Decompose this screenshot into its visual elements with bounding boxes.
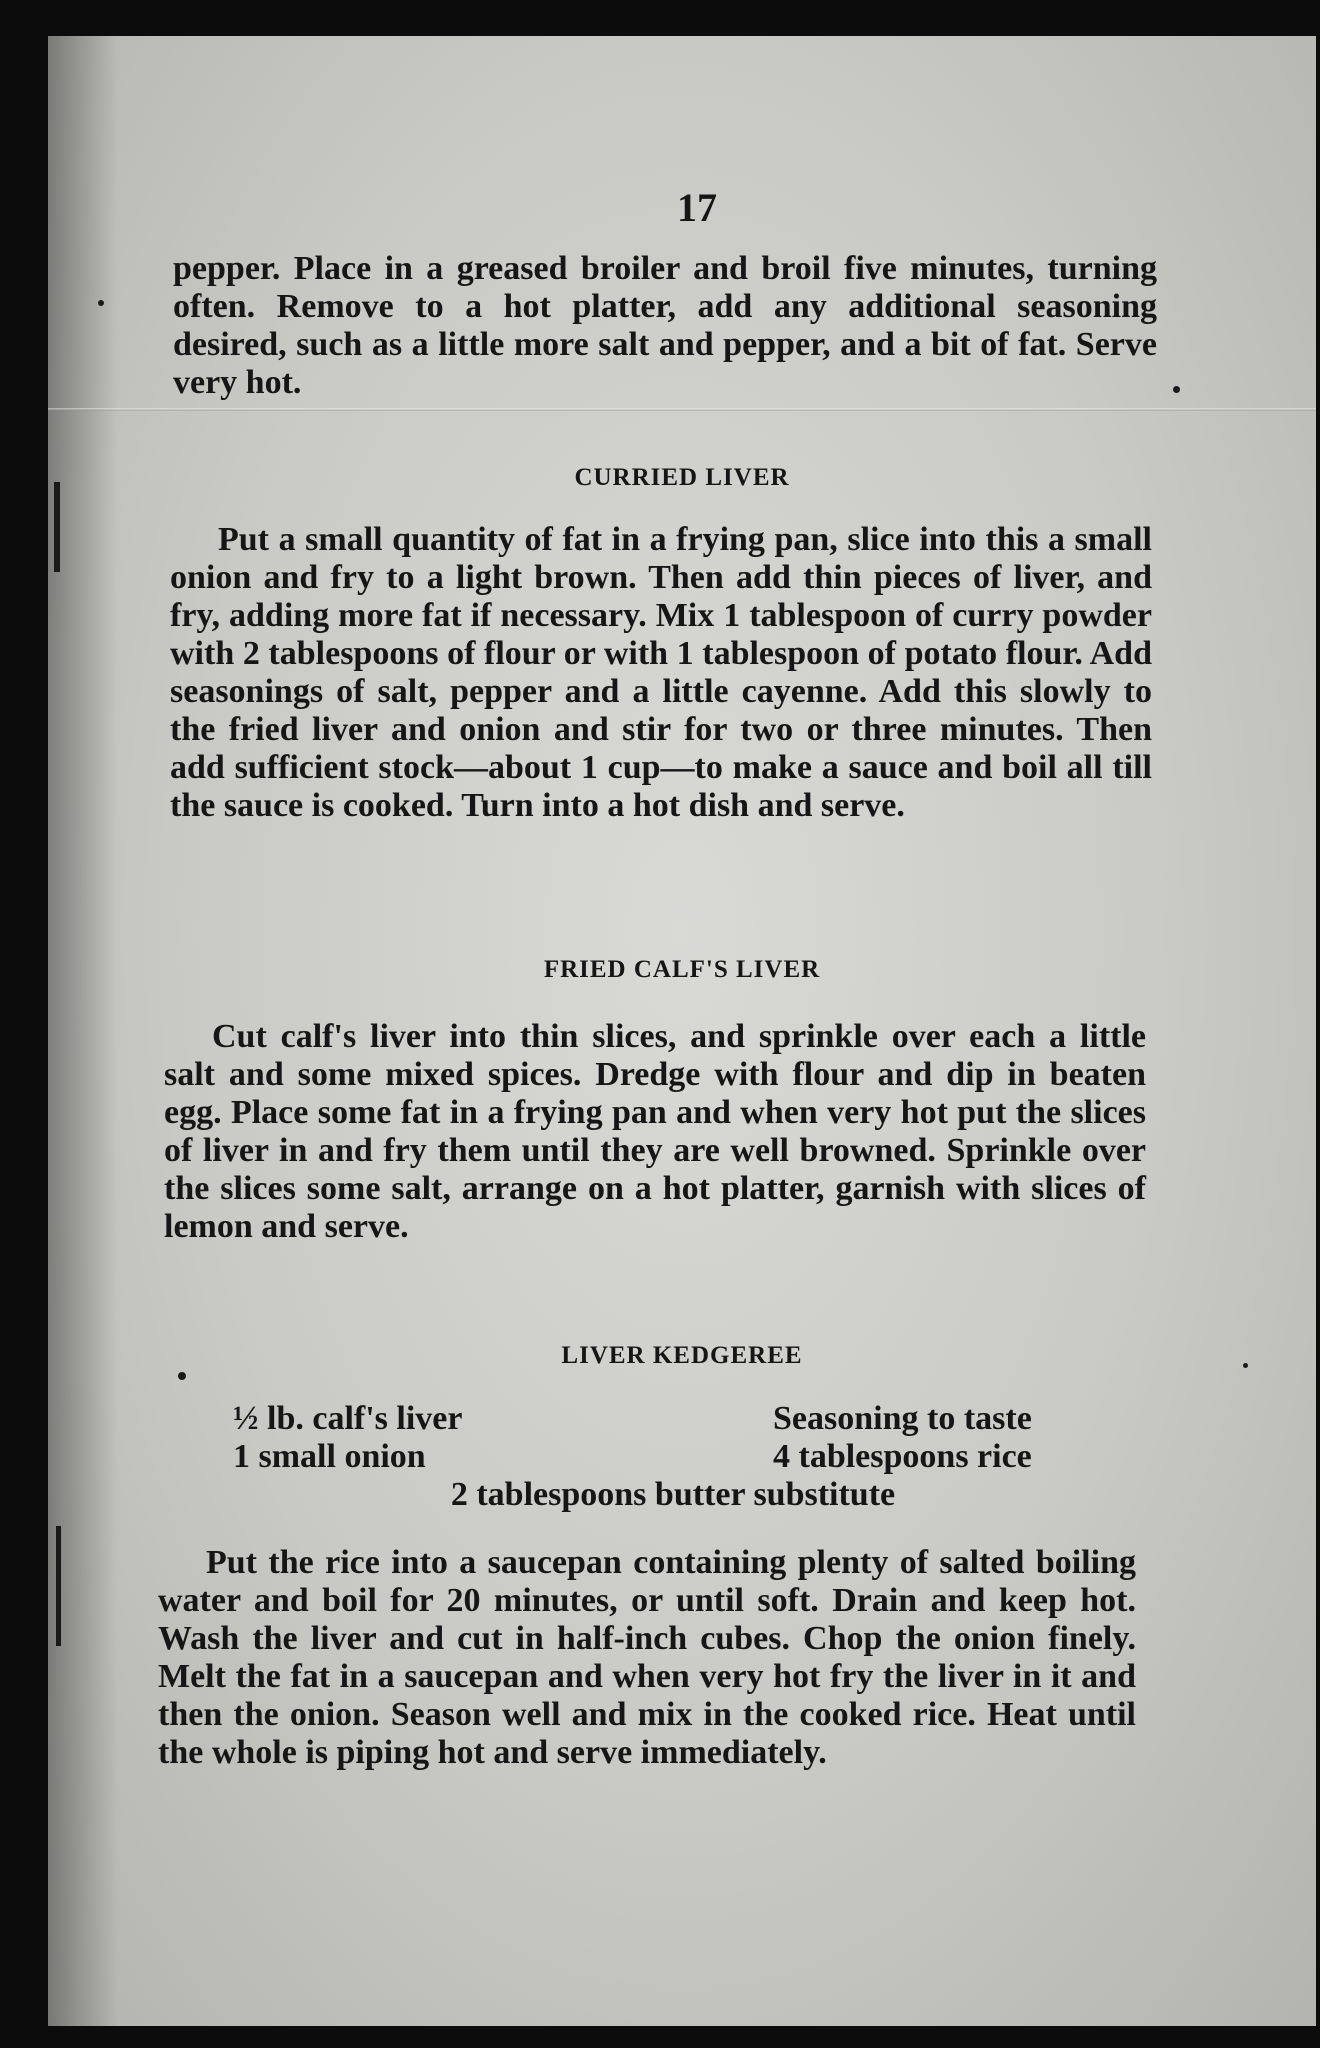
ingredient-item: Seasoning to taste [773, 1400, 1032, 1437]
page-number: 17 [677, 185, 717, 230]
ingredient-item: ½ lb. calf's liver [233, 1400, 463, 1437]
ingredient-row [233, 1400, 1073, 1438]
scan-speck [1173, 386, 1180, 393]
ingredient-item: 1 small onion [233, 1438, 426, 1475]
intro-paragraph: pepper. Place in a greased broiler and broil five minutes, turning often. Remove to a hot platter, add any additional seasoning desired, such as a little more salt and pepper, and a bit of fat. Serve very hot. [173, 250, 1157, 401]
ingredient-item: 2 tablespoons butter substitute [450, 1476, 896, 1513]
recipe-title-curried-liver: CURRIED LIVER [574, 464, 790, 491]
scan-mark [56, 1526, 61, 1646]
ingredient-list [233, 1400, 1073, 1514]
recipe-title-fried-calfs-liver: FRIED CALF'S LIVER [543, 956, 821, 983]
recipe-body-fried-calfs-liver: Cut calf's liver into thin slices, and sprinkle over each a little salt and some mixed spices. Dredge with flour and dip in beaten egg. Place some fat in a frying pan and when very hot put the slices of liver in and fry them until they are well browned. Sprinkle over the slices some salt, arrange on a hot platter, garnish with slices of lemon and serve. [164, 1018, 1146, 1245]
scan-speck [178, 1372, 186, 1380]
ingredient-row [233, 1438, 1073, 1476]
recipe-body-curried-liver: Put a small quantity of fat in a frying pan, slice into this a small onion and fry to a light brown. Then add thin pieces of liver, and fry, adding more fat if necessary. Mix 1 tablespoon of curry powder with 2 tablespoons of flour or with 1 tablespoon of potato flour. Add seasonings of salt, pepper and a little cayenne. Add this slowly to the fried liver and onion and stir for two or three minutes. Then add sufficient stock—about 1 cup—to make a sauce and boil all till the sauce is cooked. Turn into a hot dish and serve. [170, 521, 1152, 824]
book-page [48, 36, 1316, 2026]
scan-speck [98, 300, 104, 306]
page-crease [48, 408, 1316, 411]
recipe-body-liver-kedgeree: Put the rice into a saucepan containing plenty of salted boiling water and boil for 20 minutes, or until soft. Drain and keep hot. Wash the liver and cut in half-inch cubes. Chop the onion finely. Melt the fat in a saucepan and when very hot fry the liver in it and then the onion. Season well and mix in the cooked rice. Heat until the whole is piping hot and serve immediately. [158, 1544, 1136, 1771]
ingredient-item: 4 tablespoons rice [773, 1438, 1032, 1475]
scan-mark [54, 482, 60, 572]
recipe-title-liver-kedgeree: LIVER KEDGEREE [561, 1342, 803, 1369]
page-edge-shadow [48, 36, 118, 2026]
